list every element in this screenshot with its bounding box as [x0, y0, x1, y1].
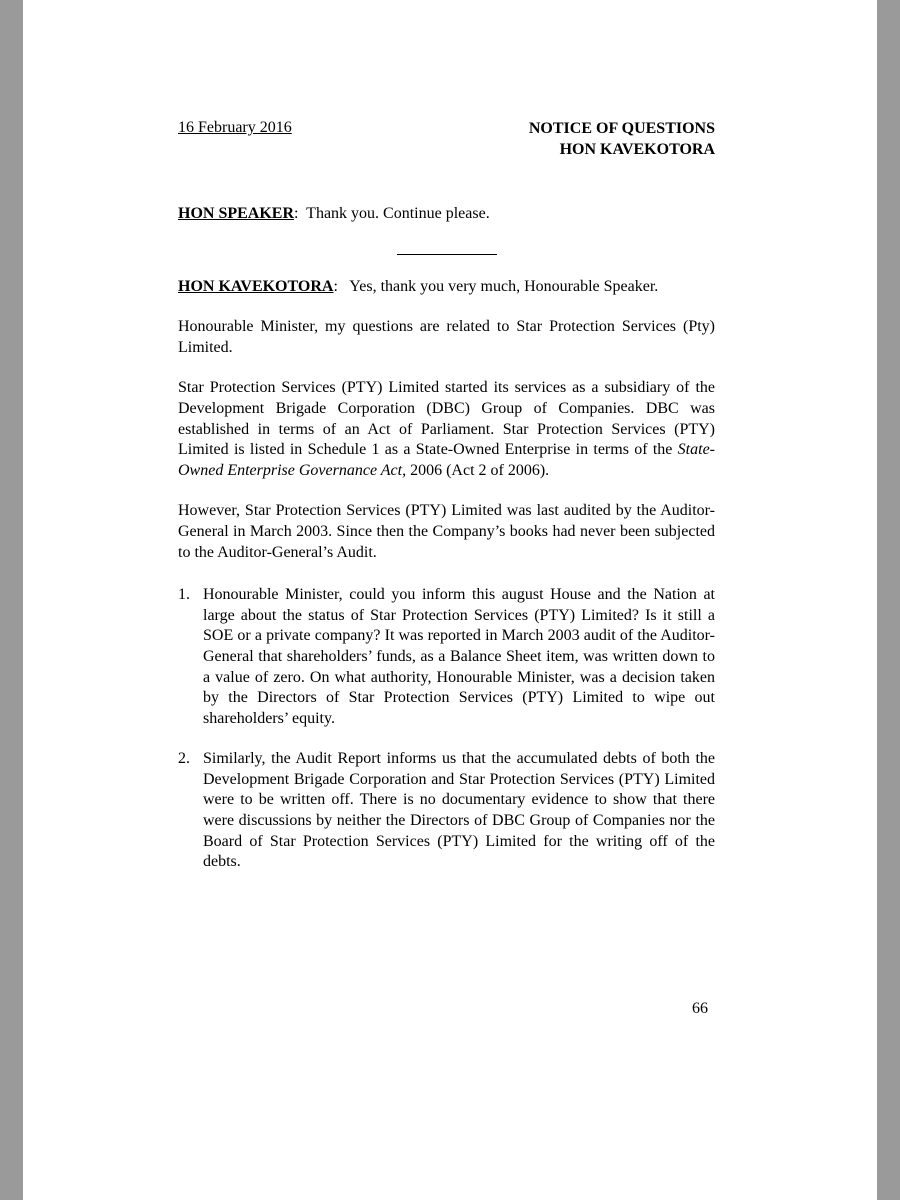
paragraph-2-part-1: Star Protection Services (PTY) Limited started its services as a subsidiary of the Development Brigade Corporation (DBC) Group of Companies. DBC was established in terms of an Act of Parliament. Star Protection Services (PTY) Limited is listed in Schedule 1 as a State-Owned Enterprise in terms of the	[178, 379, 715, 459]
paragraph-2-part-2: , 2006 (Act 2 of 2006).	[402, 461, 550, 479]
list-item	[178, 585, 715, 729]
header-title: NOTICE OF QUESTIONS	[528, 120, 715, 137]
act-title: State-Owned Enterprise Governance Act	[178, 441, 715, 479]
paragraph-3: However, Star Protection Services (PTY) Limited was last audited by the Auditor-General in March 2003. Since then the Company’s books had never been subjected to the Auditor-General’s Audit.	[178, 502, 715, 561]
section-divider	[397, 254, 497, 255]
questions-list	[178, 585, 715, 873]
question-text: Honourable Minister, could you inform this august House and the Nation at large about the status of Star Protection Services (PTY) Limited? Is it still a SOE or a private company? It was reported in March 2003 audit of the Auditor-General that shareholders’ funds, as a Balance Sheet item, was written down to a value of zero. On what authority, Honourable Minister, was a decision taken by the Directors of Star Protection Services (PTY) Limited to wipe out shareholders’ equity.	[203, 586, 715, 727]
question-number: 1.	[178, 586, 190, 604]
page-header	[178, 118, 715, 162]
kavekotora-name: HON KAVEKOTORA	[178, 277, 334, 295]
header-subtitle: HON KAVEKOTORA	[559, 141, 715, 158]
list-item	[178, 749, 715, 873]
question-text: Similarly, the Audit Report informs us that the accumulated debts of both the Development Brigade Corporation and Star Protection Services (PTY) Limited were to be written off. There is no documentary evidence to show that there were discussions by neither the Directors of DBC Group of Companies nor the Board of Star Protection Services (PTY) Limited for the writing off of the debts.	[203, 750, 715, 871]
paragraph-2	[178, 378, 715, 481]
document-page	[23, 0, 877, 1200]
paragraph-1: Honourable Minister, my questions are related to Star Protection Services (Pty) Limited.	[178, 318, 715, 356]
page-number: 66	[692, 1000, 708, 1017]
speaker-name: HON SPEAKER	[178, 205, 295, 222]
page-content	[178, 118, 715, 873]
speaker-text: Thank you. Continue please.	[306, 205, 490, 222]
header-title-block	[529, 118, 715, 160]
question-number: 2.	[178, 750, 190, 768]
speaker-statement: HON SPEAKER: Thank you. Continue please.	[178, 205, 490, 222]
kavekotora-intro: HON KAVEKOTORA: Yes, thank you very much, Honourable Speaker.	[178, 277, 659, 295]
header-date: 16 February 2016	[178, 119, 292, 136]
kavekotora-intro-text: Yes, thank you very much, Honourable Speaker.	[349, 277, 659, 295]
